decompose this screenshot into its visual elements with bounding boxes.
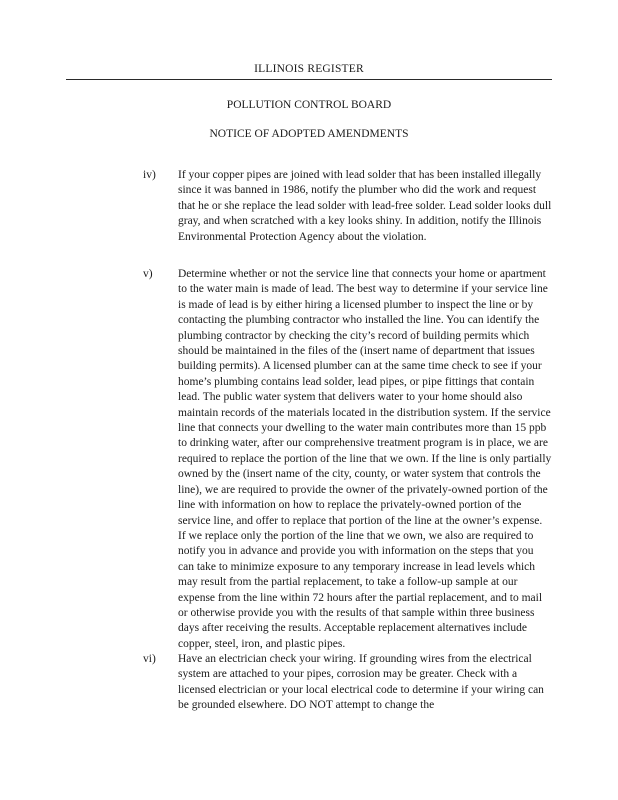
item-number: v) — [143, 268, 153, 280]
notice-title: NOTICE OF ADOPTED AMENDMENTS — [209, 128, 409, 140]
item-number: iv) — [143, 169, 156, 181]
item-paragraph: If your copper pipes are joined with lead solder that has been installed illegally since it was banned in 1986, notify the plumber who did the work and request that he or she replace the lead solder with lead-free solder. Lead solder looks dull gray, and when scratched with a key looks shiny. In addition, notify the Illinois Environmental Protection Agency about the violation. — [178, 169, 552, 243]
item-paragraph: Determine whether or not the service line that connects your home or apartment to the water main is made of lead. The best way to determine if your service line is made of lead is by either hiring a licensed plumber to inspect the line or by contacting the plumbing contractor who installed the line. You can identify the plumbing contractor by checking the city’s record of building permits which should be maintained in the files of the (insert name of department that issues building permits). A licensed plumber can at the same time check to see if your home’s plumbing contains lead solder, lead pipes, or pipe fittings that contain lead. The public water system that delivers water to your home should also maintain records of the materials located in the distribution system. If the service line that connects your dwelling to the water main contributes more than 15 ppb to drinking water, after our comprehensive treatment program is in place, we are required to replace the portion of the line that we own. If the line is only partially owned by the (insert name of the city, county, or water system that controls the line), we are required to provide the owner of the privately-owned portion of the line with information on how to replace the privately-owned portion of the service line, and offer to replace that portion of the line at the owner’s expense. If we replace only the portion of the line that we own, we also are required to notify you in advance and provide you with information on the steps that you can take to minimize exposure to any temporary increase in lead levels which may result from the partial replacement, to take a follow-up sample at our expense from the line within 72 hours after the partial replacement, and to mail or otherwise provide you with the results of that sample within three business days after receiving the results. Acceptable replacement alternatives include copper, steel, iron, and plastic pipes. — [178, 268, 552, 650]
register-title: ILLINOIS REGISTER — [254, 63, 364, 75]
item-number: vi) — [143, 653, 156, 665]
header-rule — [66, 79, 552, 80]
item-paragraph: Have an electrician check your wiring. If grounding wires from the electrical system are attached to your pipes, corrosion may be greater. Check with a licensed electrician or your local electrical code to determine if your wiring can be grounded elsewhere. DO NOT attempt to change the — [178, 653, 544, 712]
board-title: POLLUTION CONTROL BOARD — [226, 99, 392, 111]
